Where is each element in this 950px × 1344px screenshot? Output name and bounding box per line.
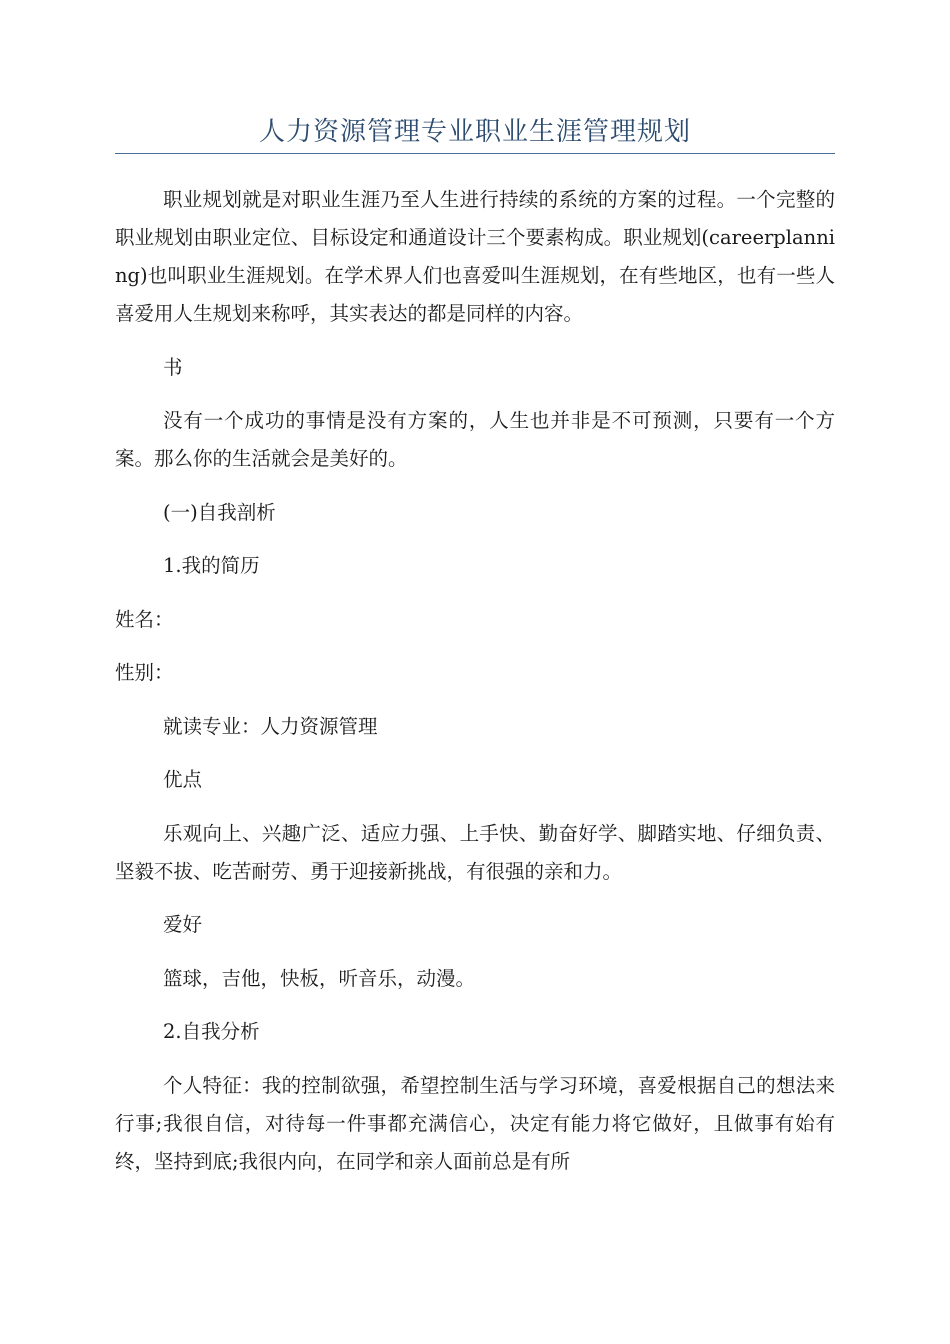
subheading-resume: 1.我的简历 <box>163 554 260 577</box>
paragraph-plan: 没有一个成功的事情是没有方案的，人生也并非是不可预测，只要有一个方案。那么你的生活就会是美好的。 <box>115 409 835 470</box>
document-title: 人力资源管理专业职业生涯管理规划 <box>258 117 691 147</box>
field-gender: 性别： <box>115 661 174 684</box>
title-underline <box>115 153 835 154</box>
paragraph-intro: 职业规划就是对职业生涯乃至人生进行持续的系统的方案的过程。一个完整的职业规划由职业定位、目标设定和通道设计三个要素构成。职业规划(careerplanning)也叫职业生涯规划。在学术界人们也喜爱叫生涯规划，在有些地区，也有一些人喜爱用人生规划来称呼，其实表达的都是同样的内容。 <box>115 188 835 325</box>
section-heading-self-analysis: (一)自我剖析 <box>163 500 276 524</box>
label-strengths: 优点 <box>163 768 203 791</box>
label-hobbies: 爱好 <box>163 913 203 936</box>
subheading-self-analysis: 2.自我分析 <box>163 1020 260 1043</box>
paragraph-book: 书 <box>163 355 183 379</box>
field-name: 姓名： <box>115 607 174 631</box>
paragraph-personal-traits: 个人特征：我的控制欲强，希望控制生活与学习环境，喜爱根据自己的想法来行事;我很自信，对待每一件事都充满信心，决定有能力将它做好，且做事有始有终，坚持到底;我很内向，在同学和亲人面前总是有所 <box>115 1073 835 1173</box>
paragraph-hobbies: 篮球，吉他，快板，听音乐，动漫。 <box>163 966 476 990</box>
field-major: 就读专业：人力资源管理 <box>163 714 378 738</box>
document-body <box>115 181 835 1196</box>
paragraph-strengths: 乐观向上、兴趣广泛、适应力强、上手快、勤奋好学、脚踏实地、仔细负责、坚毅不拔、吃苦耐劳、勇于迎接新挑战，有很强的亲和力。 <box>115 821 835 883</box>
